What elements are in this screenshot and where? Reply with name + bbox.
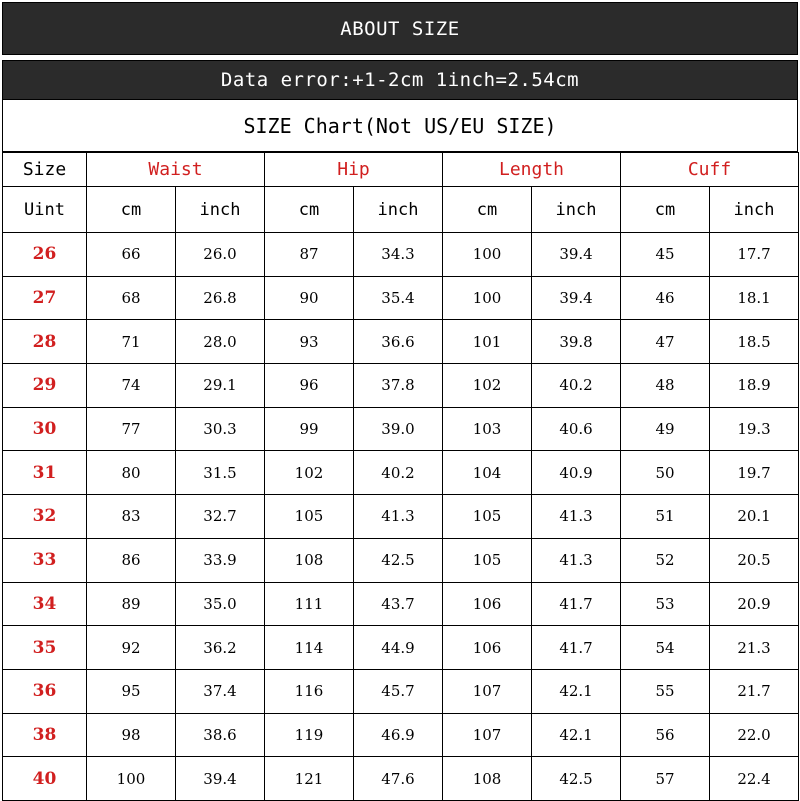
measurement-cell: 40.2 — [354, 451, 443, 495]
table-row — [3, 582, 799, 626]
table-row — [3, 626, 799, 670]
measurement-cell: 92 — [87, 626, 176, 670]
size-value-cell: 32 — [3, 495, 87, 539]
measurement-cell: 96 — [265, 364, 354, 408]
size-value-cell: 38 — [3, 713, 87, 757]
measurement-cell: 107 — [443, 669, 532, 713]
measurement-cell: 39.0 — [354, 407, 443, 451]
error-note-banner — [2, 60, 798, 100]
table-row — [3, 495, 799, 539]
table-row — [3, 669, 799, 713]
measurement-cell: 47.6 — [354, 757, 443, 801]
size-value-cell: 28 — [3, 320, 87, 364]
measurement-cell: 39.8 — [532, 320, 621, 364]
measurement-cell: 41.7 — [532, 626, 621, 670]
measurement-cell: 116 — [265, 669, 354, 713]
error-note-text: Data error:+1-2cm 1inch=2.54cm — [220, 69, 580, 91]
measurement-cell: 66 — [87, 233, 176, 277]
measurement-cell: 114 — [265, 626, 354, 670]
measurement-cell: 18.1 — [710, 276, 799, 320]
measurement-cell: 121 — [265, 757, 354, 801]
measurement-cell: 54 — [621, 626, 710, 670]
unit-header-row — [3, 187, 799, 233]
unit-cell: cm — [87, 187, 176, 233]
measurement-cell: 46 — [621, 276, 710, 320]
measurement-cell: 119 — [265, 713, 354, 757]
page-title: ABOUT SIZE — [340, 17, 460, 40]
unit-cell: inch — [710, 187, 799, 233]
size-value-cell: 36 — [3, 669, 87, 713]
measurement-cell: 93 — [265, 320, 354, 364]
measurement-cell: 32.7 — [176, 495, 265, 539]
measurement-cell: 89 — [87, 582, 176, 626]
size-value-cell: 34 — [3, 582, 87, 626]
measurement-cell: 35.4 — [354, 276, 443, 320]
measurement-cell: 44.9 — [354, 626, 443, 670]
measurement-cell: 49 — [621, 407, 710, 451]
measurement-cell: 111 — [265, 582, 354, 626]
table-row — [3, 407, 799, 451]
waist-header-cell: Waist — [87, 153, 265, 187]
size-value-cell: 26 — [3, 233, 87, 277]
measurement-cell: 55 — [621, 669, 710, 713]
measurement-cell: 41.3 — [532, 538, 621, 582]
size-value-cell: 27 — [3, 276, 87, 320]
measurement-cell: 17.7 — [710, 233, 799, 277]
measurement-cell: 106 — [443, 582, 532, 626]
measurement-cell: 18.5 — [710, 320, 799, 364]
measurement-cell: 42.1 — [532, 669, 621, 713]
measurement-cell: 100 — [443, 233, 532, 277]
measurement-cell: 26.8 — [176, 276, 265, 320]
unit-cell: cm — [621, 187, 710, 233]
measurement-cell: 105 — [443, 538, 532, 582]
measurement-cell: 43.7 — [354, 582, 443, 626]
table-row — [3, 320, 799, 364]
measurement-cell: 108 — [265, 538, 354, 582]
measurement-cell: 45.7 — [354, 669, 443, 713]
unit-cell: inch — [532, 187, 621, 233]
table-row — [3, 757, 799, 801]
measurement-cell: 98 — [87, 713, 176, 757]
size-value-cell: 33 — [3, 538, 87, 582]
measurement-cell: 42.5 — [354, 538, 443, 582]
size-value-cell: 30 — [3, 407, 87, 451]
measurement-cell: 42.1 — [532, 713, 621, 757]
measurement-cell: 41.7 — [532, 582, 621, 626]
measurement-cell: 102 — [265, 451, 354, 495]
measurement-cell: 100 — [443, 276, 532, 320]
size-value-cell: 40 — [3, 757, 87, 801]
size-header-cell: Size — [3, 153, 87, 187]
measurement-cell: 39.4 — [532, 233, 621, 277]
group-header-row — [3, 153, 799, 187]
chart-title-band — [2, 100, 798, 152]
table-row — [3, 233, 799, 277]
measurement-cell: 41.3 — [354, 495, 443, 539]
measurement-cell: 106 — [443, 626, 532, 670]
measurement-cell: 104 — [443, 451, 532, 495]
measurement-cell: 46.9 — [354, 713, 443, 757]
measurement-cell: 108 — [443, 757, 532, 801]
unit-cell: cm — [443, 187, 532, 233]
measurement-cell: 107 — [443, 713, 532, 757]
measurement-cell: 37.4 — [176, 669, 265, 713]
measurement-cell: 38.6 — [176, 713, 265, 757]
measurement-cell: 19.7 — [710, 451, 799, 495]
measurement-cell: 20.9 — [710, 582, 799, 626]
measurement-cell: 39.4 — [176, 757, 265, 801]
measurement-cell: 40.2 — [532, 364, 621, 408]
measurement-cell: 40.6 — [532, 407, 621, 451]
measurement-cell: 101 — [443, 320, 532, 364]
table-row — [3, 451, 799, 495]
measurement-cell: 56 — [621, 713, 710, 757]
table-row — [3, 713, 799, 757]
measurement-cell: 26.0 — [176, 233, 265, 277]
measurement-cell: 105 — [265, 495, 354, 539]
size-chart-sheet — [2, 2, 798, 798]
cuff-header-cell: Cuff — [621, 153, 799, 187]
measurement-cell: 77 — [87, 407, 176, 451]
measurement-cell: 50 — [621, 451, 710, 495]
measurement-cell: 71 — [87, 320, 176, 364]
table-row — [3, 364, 799, 408]
unit-cell: inch — [176, 187, 265, 233]
measurement-cell: 30.3 — [176, 407, 265, 451]
measurement-cell: 22.4 — [710, 757, 799, 801]
measurement-cell: 95 — [87, 669, 176, 713]
chart-title: SIZE Chart(Not US/EU SIZE) — [243, 113, 557, 138]
measurement-cell: 105 — [443, 495, 532, 539]
measurement-cell: 102 — [443, 364, 532, 408]
measurement-cell: 57 — [621, 757, 710, 801]
measurement-cell: 48 — [621, 364, 710, 408]
unit-cell: cm — [265, 187, 354, 233]
measurement-cell: 20.5 — [710, 538, 799, 582]
measurement-cell: 40.9 — [532, 451, 621, 495]
measurement-cell: 86 — [87, 538, 176, 582]
measurement-cell: 41.3 — [532, 495, 621, 539]
measurement-cell: 103 — [443, 407, 532, 451]
measurement-cell: 52 — [621, 538, 710, 582]
measurement-cell: 100 — [87, 757, 176, 801]
unit-cell: inch — [354, 187, 443, 233]
measurement-cell: 53 — [621, 582, 710, 626]
measurement-cell: 21.3 — [710, 626, 799, 670]
measurement-cell: 37.8 — [354, 364, 443, 408]
measurement-cell: 39.4 — [532, 276, 621, 320]
measurement-cell: 74 — [87, 364, 176, 408]
size-value-cell: 35 — [3, 626, 87, 670]
measurement-cell: 90 — [265, 276, 354, 320]
hip-header-cell: Hip — [265, 153, 443, 187]
measurement-cell: 18.9 — [710, 364, 799, 408]
size-value-cell: 31 — [3, 451, 87, 495]
measurement-cell: 29.1 — [176, 364, 265, 408]
size-value-cell: 29 — [3, 364, 87, 408]
measurement-cell: 34.3 — [354, 233, 443, 277]
measurement-cell: 31.5 — [176, 451, 265, 495]
measurement-cell: 87 — [265, 233, 354, 277]
measurement-cell: 33.9 — [176, 538, 265, 582]
about-size-banner — [2, 2, 798, 55]
measurement-cell: 36.6 — [354, 320, 443, 364]
measurement-cell: 51 — [621, 495, 710, 539]
unit-label-cell: Uint — [3, 187, 87, 233]
measurement-cell: 47 — [621, 320, 710, 364]
measurement-cell: 45 — [621, 233, 710, 277]
table-row — [3, 538, 799, 582]
measurement-cell: 42.5 — [532, 757, 621, 801]
table-row — [3, 276, 799, 320]
measurement-cell: 19.3 — [710, 407, 799, 451]
length-header-cell: Length — [443, 153, 621, 187]
measurement-cell: 36.2 — [176, 626, 265, 670]
size-table — [2, 152, 799, 801]
measurement-cell: 35.0 — [176, 582, 265, 626]
measurement-cell: 20.1 — [710, 495, 799, 539]
measurement-cell: 99 — [265, 407, 354, 451]
measurement-cell: 83 — [87, 495, 176, 539]
measurement-cell: 68 — [87, 276, 176, 320]
measurement-cell: 80 — [87, 451, 176, 495]
measurement-cell: 22.0 — [710, 713, 799, 757]
measurement-cell: 21.7 — [710, 669, 799, 713]
measurement-cell: 28.0 — [176, 320, 265, 364]
